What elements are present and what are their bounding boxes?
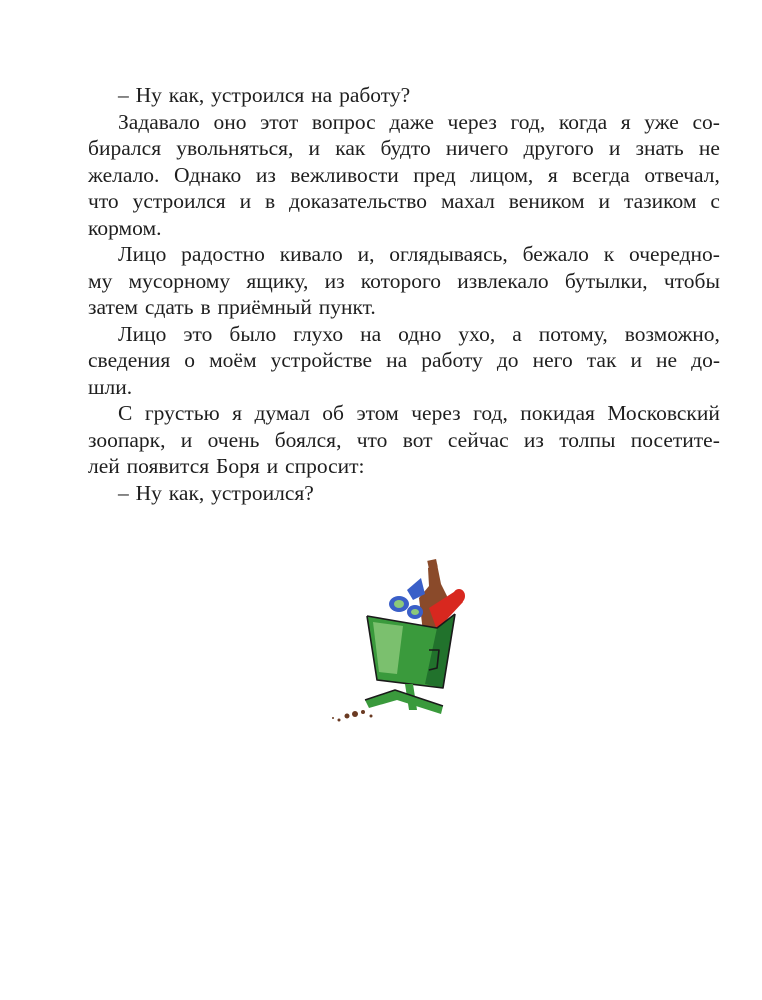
text-line: Лицо радостно кивало и, оглядываясь, бежало к очередно- xyxy=(118,242,720,266)
text-line: сведения о моём устройстве на работу до него так и не до- xyxy=(88,348,720,372)
text-line: что устроился и в доказательство махал веником и тазиком с xyxy=(88,189,720,213)
body-text xyxy=(88,82,720,506)
text-line: желало. Однако из вежливости пред лицом, я всегда отвечал, xyxy=(88,162,720,187)
debris-2 xyxy=(352,711,358,717)
debris-icon xyxy=(345,714,350,719)
text-line: – Ну как, устроился? xyxy=(118,480,314,505)
text-line: кормом. xyxy=(88,215,162,240)
debris-5 xyxy=(332,717,334,719)
text-line: зоопарк, и очень боялся, что вот сейчас из толпы посетите- xyxy=(88,427,720,452)
debris-6 xyxy=(370,715,373,718)
text-line: С грустью я думал об этом через год, покидая Московский xyxy=(118,401,720,425)
text-line: – Ну как, устроился на работу? xyxy=(118,83,411,107)
text-line: шли. xyxy=(88,374,133,399)
tin-can-lid-2 xyxy=(411,609,419,615)
trash-bin-illustration xyxy=(325,550,475,730)
text-line: затем сдать в приёмный пункт. xyxy=(88,295,376,319)
tin-can-lid xyxy=(394,600,404,608)
text-line: Задавало оно этот вопрос даже через год, когда я уже со- xyxy=(118,109,720,134)
debris-3 xyxy=(361,710,365,714)
red-can-top xyxy=(453,589,465,603)
text-line: лей появится Боря и спросит: xyxy=(88,454,365,478)
text-line: Лицо это было глухо на одно ухо, а потому, возможно, xyxy=(118,321,720,346)
text-line: бирался увольняться, и как будто ничего другого и знать не xyxy=(88,136,720,160)
text-line: му мусорному ящику, из которого извлекало бутылки, чтобы xyxy=(88,268,720,293)
debris-4 xyxy=(338,719,341,722)
